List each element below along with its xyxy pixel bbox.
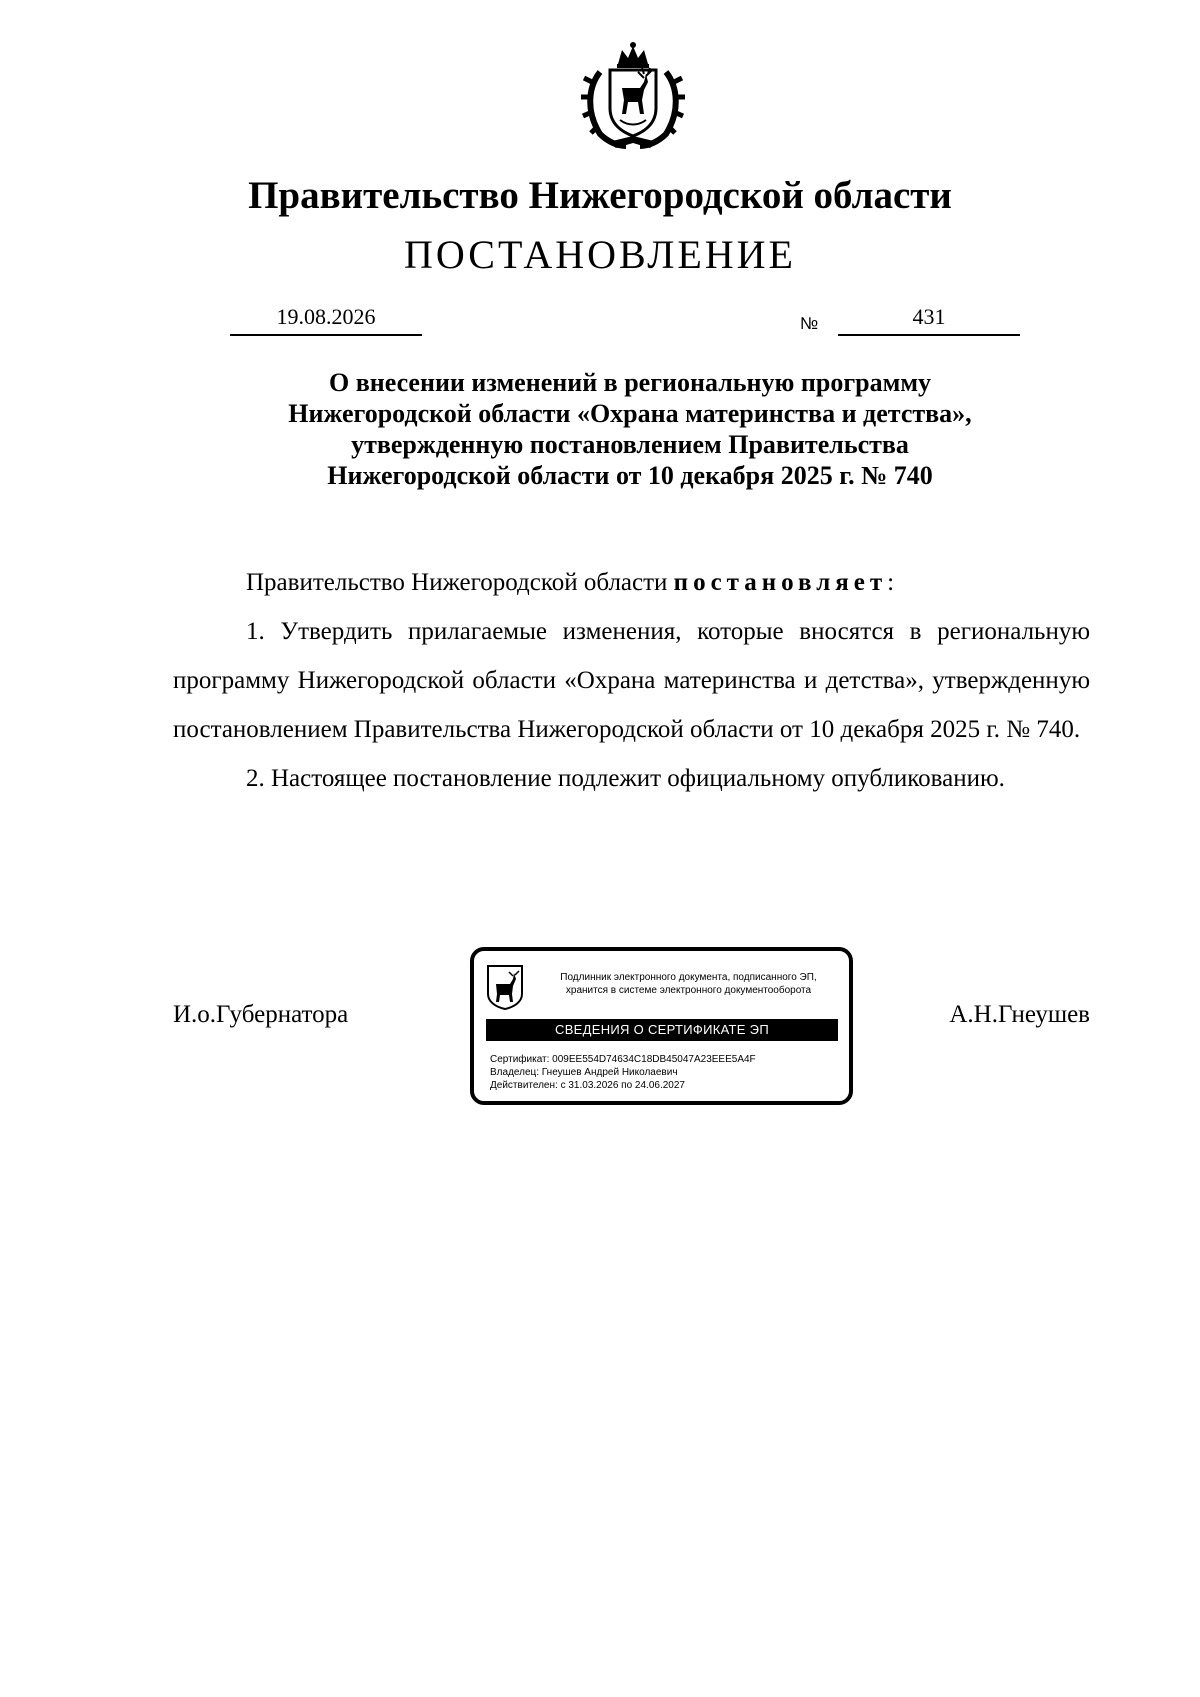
document-date: 19.08.2026 <box>230 304 422 336</box>
item-paragraph-1: 1. Утвердить прилагаемые изменения, которые вносятся в региональную программу Нижегородской области «Охрана материнства и детства», утвержденную постановлением Правительства Нижегородской области от 10 декабря 2025 г. № 740. <box>173 618 1090 743</box>
electronic-signature-stamp <box>470 947 853 1105</box>
stamp-line: хранится в системе электронного документооборота <box>565 985 812 996</box>
decree-verb: постановляет <box>673 569 888 596</box>
signatory-name: А.Н.Гнеушев <box>949 1001 1090 1028</box>
item-paragraph-2: 2. Настоящее постановление подлежит официальному опубликованию. <box>246 765 1005 792</box>
certificate-validity: Действителен: с 31.03.2026 по 24.06.2027 <box>490 1080 685 1091</box>
subject-line: Нижегородской области от 10 декабря 2025 г. № 740 <box>327 461 933 490</box>
document-body <box>173 558 1090 803</box>
subject-line: О внесении изменений в региональную программу <box>328 368 932 397</box>
document-type: ПОСТАНОВЛЕНИЕ <box>404 232 796 277</box>
signatory-position: И.о.Губернатора <box>173 1001 349 1028</box>
intro-paragraph <box>173 558 1090 607</box>
coat-of-arms-icon <box>578 42 688 150</box>
document-number: 431 <box>838 304 1020 336</box>
certificate-info <box>490 1053 756 1092</box>
government-title: Правительство Нижегородской области <box>248 174 952 217</box>
certificate-id: Сертификат: 009EE554D74634C18DB45047A23EEE5A4F <box>490 1054 756 1065</box>
intro-colon: : <box>887 569 895 596</box>
intro-text: Правительство Нижегородской области <box>246 569 674 596</box>
subject-line: утвержденную постановлением Правительства <box>351 430 909 459</box>
stamp-line: Подлинник электронного документа, подписанного ЭП, <box>560 972 817 983</box>
stamp-header <box>534 971 843 997</box>
number-label: № <box>800 314 819 333</box>
deer-shield-icon <box>486 964 524 1010</box>
subject-line: Нижегородской области «Охрана материнства и детства», <box>288 399 972 428</box>
document-subject <box>180 367 1080 491</box>
certificate-banner: СВЕДЕНИЯ О СЕРТИФИКАТЕ ЭП <box>486 1019 838 1041</box>
certificate-owner: Владелец: Гнеушев Андрей Николаевич <box>490 1067 678 1078</box>
